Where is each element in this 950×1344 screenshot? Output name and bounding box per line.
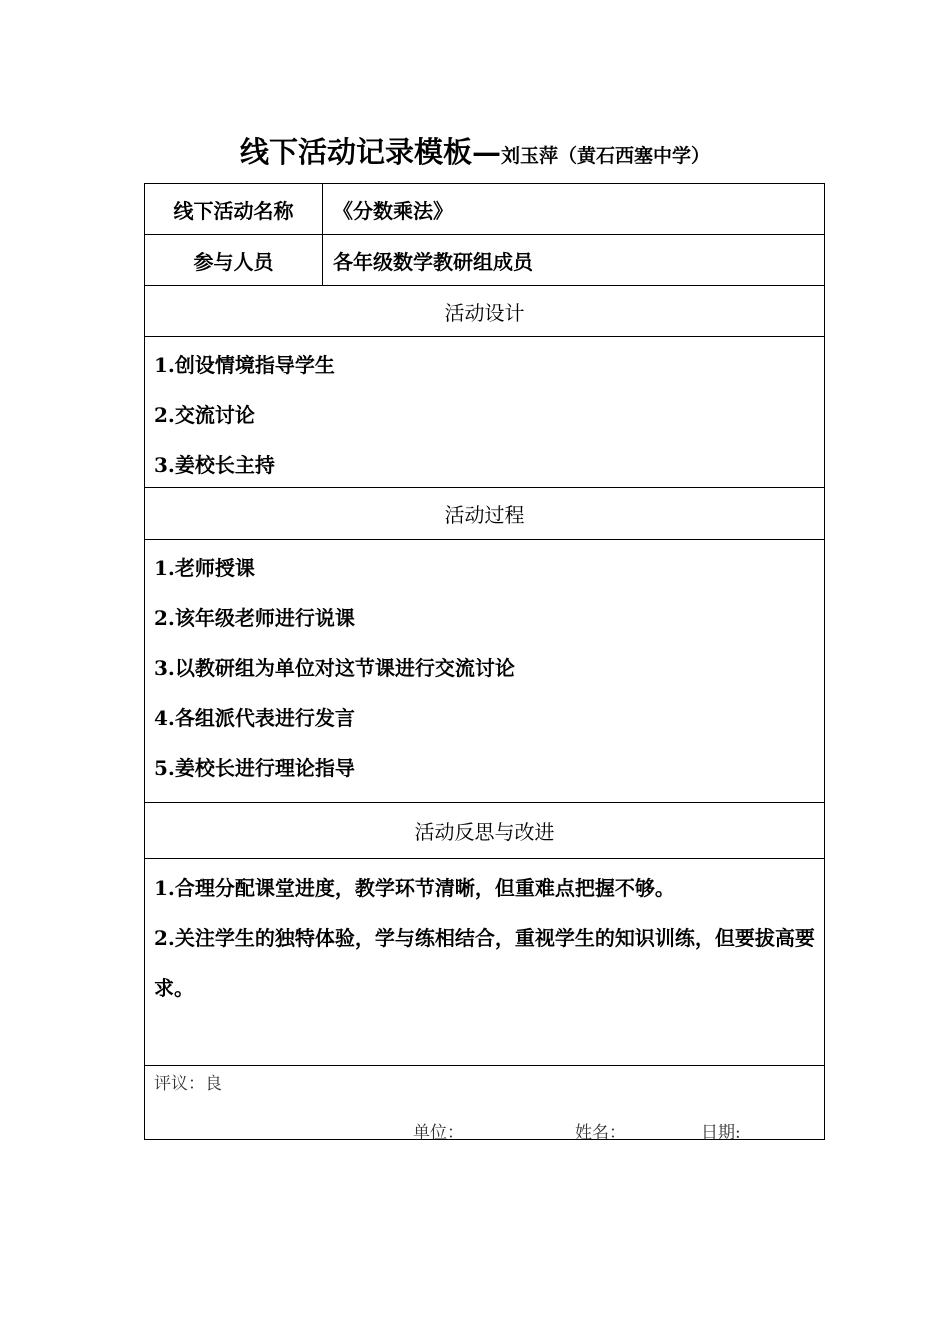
activity-name-value: 《分数乘法》 xyxy=(333,198,453,223)
date-label: 日期: xyxy=(701,1123,741,1143)
footer-row xyxy=(145,1066,824,1143)
process-heading-row xyxy=(145,488,824,540)
process-content xyxy=(145,540,824,803)
process-item: 2.该年级老师进行说课 xyxy=(154,606,355,630)
activity-name-label: 线下活动名称 xyxy=(145,184,323,234)
record-table xyxy=(144,183,825,1143)
reflection-item: 1.合理分配课堂进度，教学环节清晰，但重难点把握不够。 xyxy=(154,876,675,900)
reflection-heading: 活动反思与改进 xyxy=(414,820,555,844)
design-item: 2.交流讨论 xyxy=(154,403,255,427)
design-heading-row xyxy=(145,286,824,337)
process-item: 4.各组派代表进行发言 xyxy=(154,706,355,730)
process-heading: 活动过程 xyxy=(444,503,525,527)
process-item: 1.老师授课 xyxy=(154,556,255,580)
design-item: 3.姜校长主持 xyxy=(154,453,275,477)
title-main: 线下活动记录模板— xyxy=(239,135,501,169)
unit-label: 单位： xyxy=(413,1123,464,1143)
design-heading: 活动设计 xyxy=(444,300,525,325)
design-content xyxy=(145,337,824,488)
design-item: 1.创设情境指导学生 xyxy=(154,353,335,377)
comment-text: 评议：良 xyxy=(154,1074,222,1094)
process-item: 3.以教研组为单位对这节课进行交流讨论 xyxy=(154,656,515,680)
reflection-content xyxy=(145,859,824,1066)
participants-row xyxy=(145,235,824,286)
name-label: 姓名： xyxy=(575,1123,626,1143)
participants-label: 参与人员 xyxy=(145,235,323,285)
reflection-heading-row xyxy=(145,803,824,859)
reflection-item: 2.关注学生的独特体验，学与练相结合，重视学生的知识训练，但要拔高要求。 xyxy=(154,926,815,1000)
title-author: 刘玉萍（黄石西塞中学） xyxy=(501,145,711,167)
activity-name-row xyxy=(145,184,824,235)
page-title xyxy=(0,132,950,176)
process-item: 5.姜校长进行理论指导 xyxy=(154,756,355,780)
participants-value: 各年级数学教研组成员 xyxy=(333,249,533,274)
